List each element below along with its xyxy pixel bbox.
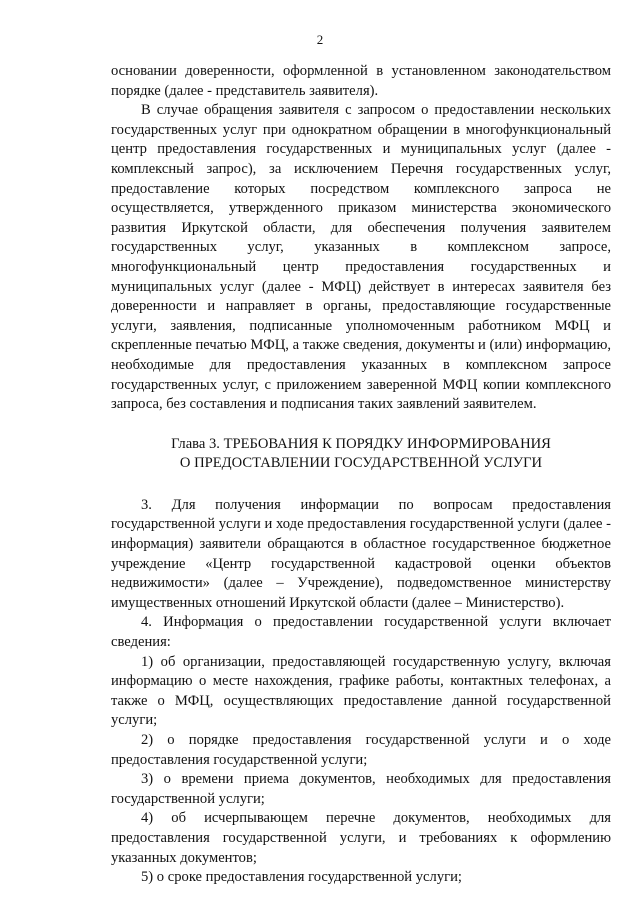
paragraph-representative: основании доверенности, оформленной в установленном законодательством порядке (далее - представитель заявителя). <box>111 63 611 99</box>
paragraph-3: 3. Для получения информации по вопросам предоставления государственной услуги и ходе предоставления государственной услуги (далее - информация) заявители обращаются в областное государственное бюджетное учреждение «Центр государственной кадастровой оценки объектов недвижимости» (далее – Учреждение), подведомственное министерству имущественных отношений Иркутской области (далее – Министерство). <box>111 496 611 611</box>
paragraph-complex-request: В случае обращения заявителя с запросом о предоставлении нескольких государственных услуг при однократном обращении в многофункциональный центр предоставления государственных и муниципальных услуг (далее - комплексный запрос), за исключением Перечня государственных услуг, предоставление которых посредством комплексного запроса не осуществляется, утвержденного приказом министерства экономического развития Иркутской области, для обеспечения получения заявителем государственных услуг, указанных в комплексном запросе, многофункциональный центр предоставления государственных и муниципальных услуг (далее - МФЦ) действует в интересах заявителя без доверенности и направляет в органы, предоставляющие государственные услуги, заявления, подписанные уполномоченным работником МФЦ и скрепленные печатью МФЦ, а также сведения, документы и (или) информацию, необходимые для предоставления указанных в комплексном запросе государственных услуг, с приложением заверенной МФЦ копии комплексного запроса, без составления и подписания таких заявлений заявителем. <box>111 102 611 413</box>
list-item: 1) об организации, предоставляющей государственную услугу, включая информацию о месте нахождения, графике работы, контактных телефонах, а также о МФЦ, осуществляющих предоставление данной государственной услуги; <box>111 653 611 729</box>
document-body <box>111 62 611 888</box>
list-item: 4) об исчерпывающем перечне документов, необходимых для предоставления государственной услуги, и требованиях к оформлению указанных документов; <box>111 810 611 866</box>
chapter-title-line-2: О ПРЕДОСТАВЛЕНИИ ГОСУДАРСТВЕННОЙ УСЛУГИ <box>179 455 543 472</box>
list-item: 5) о сроке предоставления государственной услуги; <box>141 869 462 886</box>
list-item: 3) о времени приема документов, необходимых для предоставления государственной услуги; <box>111 771 611 807</box>
chapter-title-line-1: Глава 3. ТРЕБОВАНИЯ К ПОРЯДКУ ИНФОРМИРОВАНИЯ <box>171 435 551 452</box>
page-number: 2 <box>316 32 324 47</box>
list-item: 2) о порядке предоставления государственной услуги и о ходе предоставления государственной услуги; <box>111 732 611 768</box>
chapter-heading <box>111 435 611 474</box>
paragraph-4: 4. Информация о предоставлении государственной услуги включает сведения: <box>111 614 611 651</box>
